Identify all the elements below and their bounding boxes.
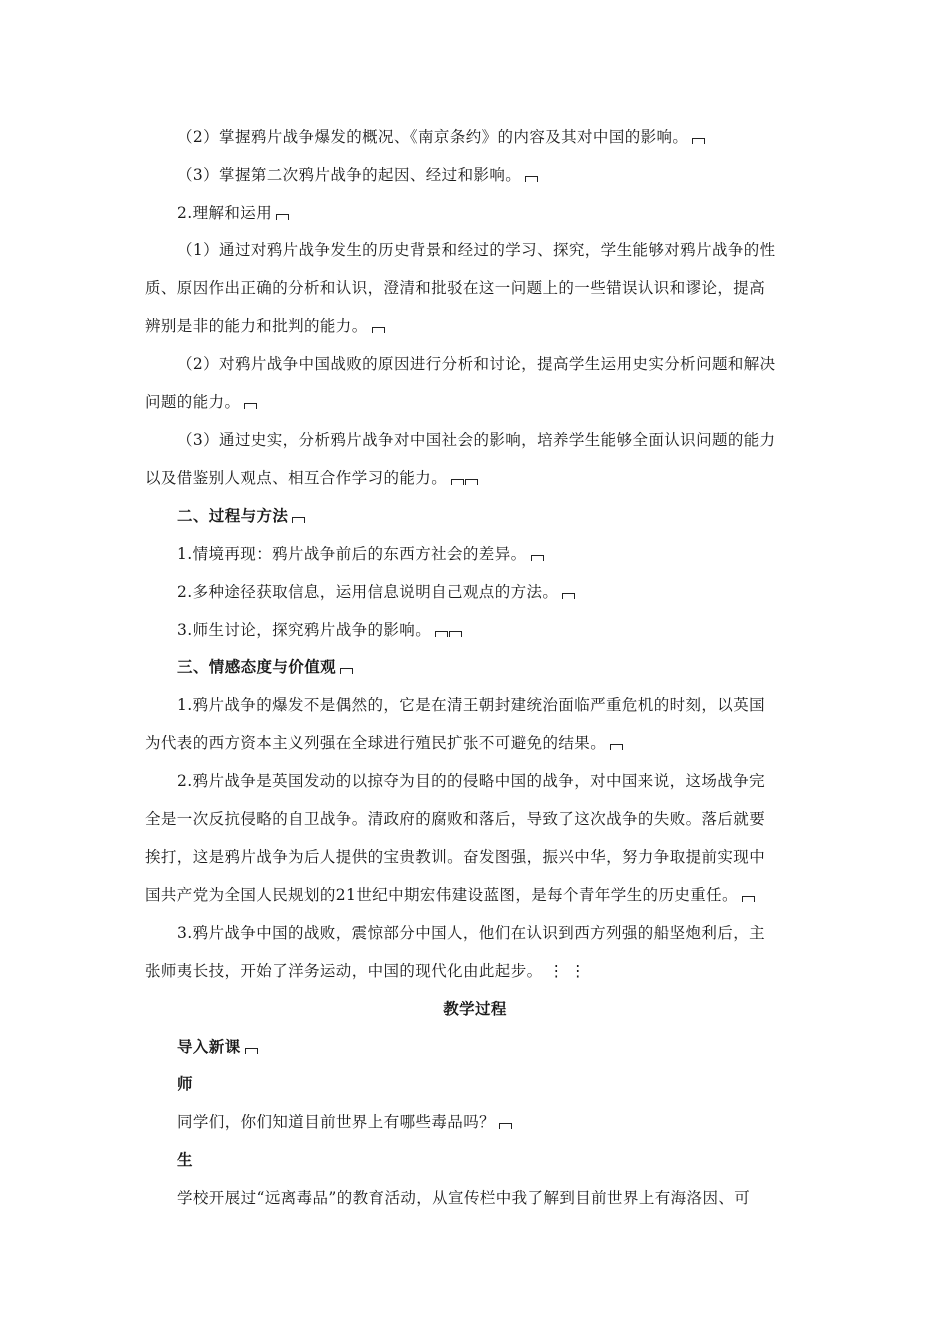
paragraph-line: （1）通过对鸦片战争发生的历史背景和经过的学习、探究，学生能够对鸦片战争的性 [177,241,776,259]
objective-knowledge-2: （2）掌握鸦片战争爆发的概况、《南京条约》的内容及其对中国的影响。 [177,127,847,147]
dialogue-line: 同学们，你们知道目前世界上有哪些毒品吗？ [177,1112,847,1132]
return-mark-icon [276,214,289,220]
ellipsis-marks: ⋮⋮ [548,962,592,980]
objective-knowledge-3: （3）掌握第二次鸦片战争的起因、经过和影响。 [177,165,847,185]
list-item: 3.师生讨论，探究鸦片战争的影响。 [177,620,847,640]
return-mark-icon [742,896,755,902]
subheading-intro: 导入新课 [177,1037,847,1057]
paragraph-line: 为代表的西方资本主义列强在全球进行殖民扩张不可避免的结果。 [145,733,815,753]
return-mark-icon [245,1048,258,1054]
return-mark-icon [499,1123,512,1129]
paragraph-line: 质、原因作出正确的分析和认识，澄清和批驳在这一问题上的一些错误认识和谬论，提高 [145,279,766,297]
paragraph-line: 挨打，这是鸦片战争为后人提供的宝贵教训。奋发图强，振兴中华，努力争取提前实现中 [145,848,766,866]
paragraph-line: 3.鸦片战争中国的战败，震惊部分中国人，他们在认识到西方列强的船坚炮利后，主 [177,924,765,942]
heading-teaching-process: 教学过程 [443,1000,507,1018]
section-heading-values: 三、情感态度与价值观 [177,657,847,677]
paragraph-line: 辨别是非的能力和批判的能力。 [145,316,815,336]
return-mark-icon [292,517,305,523]
paragraph-line: 2.鸦片战争是英国发动的以掠夺为目的的侵略中国的战争，对中国来说，这场战争完 [177,772,765,790]
return-mark-icon [451,479,464,485]
return-mark-icon [244,403,257,409]
return-mark-icon [562,593,575,599]
speaker-student: 生 [177,1151,193,1169]
subheading-understanding: 2.理解和运用 [177,203,847,223]
paragraph-line: 国共产党为全国人民规划的21世纪中期宏伟建设蓝图，是每个青年学生的历史重任。 [145,885,815,905]
return-mark-icon [435,631,448,637]
paragraph-line: 问题的能力。 [145,392,815,412]
paragraph-line: 张师夷长技，开始了洋务运动，中国的现代化由此起步。 ⋮⋮ [145,962,592,980]
speaker-teacher: 师 [177,1075,193,1093]
paragraph-line: （2）对鸦片战争中国战败的原因进行分析和讨论，提高学生运用史实分析问题和解决 [177,355,776,373]
list-item: 1.情境再现：鸦片战争前后的东西方社会的差异。 [177,544,847,564]
return-mark-icon [449,631,462,637]
return-mark-icon [465,479,478,485]
paragraph-line: 以及借鉴别人观点、相互合作学习的能力。 [145,468,815,488]
paragraph-line: （3）通过史实，分析鸦片战争对中国社会的影响，培养学生能够全面认识问题的能力 [177,431,776,449]
return-mark-icon [525,176,538,182]
dialogue-line: 学校开展过“远离毒品”的教育活动，从宣传栏中我了解到目前世界上有海洛因、可 [177,1189,751,1207]
list-item: 2.多种途径获取信息，运用信息说明自己观点的方法。 [177,582,847,602]
return-mark-icon [531,555,544,561]
return-mark-icon [340,668,353,674]
return-mark-icon [610,744,623,750]
return-mark-icon [372,327,385,333]
paragraph-line: 1.鸦片战争的爆发不是偶然的，它是在清王朝封建统治面临严重危机的时刻，以英国 [177,696,765,714]
return-mark-icon [692,138,705,144]
paragraph-line: 全是一次反抗侵略的自卫战争。清政府的腐败和落后，导致了这次战争的失败。落后就要 [145,810,766,828]
section-heading-process: 二、过程与方法 [177,506,847,526]
